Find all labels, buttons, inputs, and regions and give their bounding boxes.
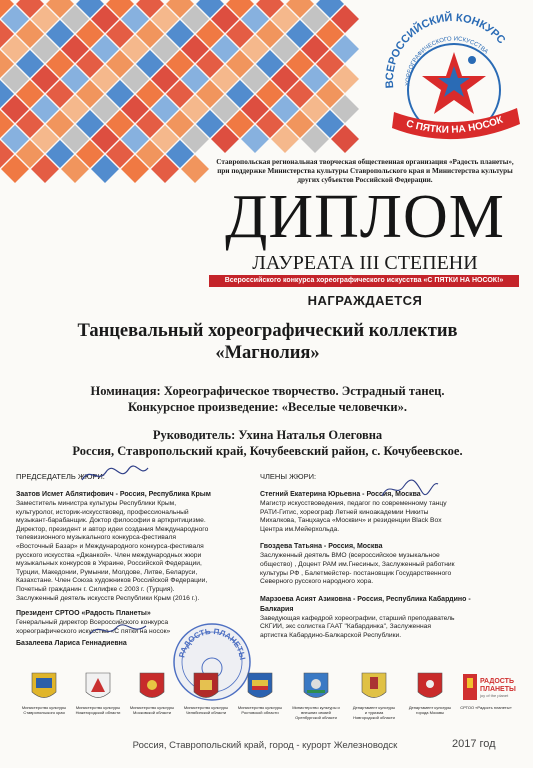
- sponsor-emblems-row: [14, 672, 519, 742]
- nomination-line: Номинация: Хореографическое творчество. Эстрадный танец.: [90, 384, 445, 398]
- logo-ribbon: [392, 108, 520, 139]
- description-line: Северного русского народного хора.: [260, 578, 374, 586]
- emblem-moscow-oblast: Министерство культуры Московской области: [122, 672, 182, 716]
- description-line: Почетный гражданин г. Силифке с 2003 г. (Турция).: [16, 585, 175, 593]
- description-line: Заместитель министра культуры Республики Крым,: [16, 500, 177, 507]
- jury-member: [260, 542, 525, 586]
- description-line: музыкальных конкурсов в Украине, Российской Федерации,: [16, 560, 202, 568]
- organizer-line: других субъектов Российской Федерации.: [297, 176, 433, 185]
- footer-location: Россия, Ставропольский край, город - курорт Железноводск: [132, 740, 398, 751]
- emblem-stavropol: Министерство культуры Ставропольского края: [14, 672, 74, 716]
- leader-name: Руководитель: Ухина Наталья Олеговна: [152, 428, 383, 442]
- jury-member: [260, 595, 525, 641]
- awarded-label: НАГРАЖДАЕТСЯ: [307, 293, 423, 308]
- description-line: хореографического искусства «С пятки на носок»: [16, 627, 171, 635]
- emblem-nizhny: Министерство культуры Нижегородской области: [68, 672, 128, 716]
- description-line: Казахстане. Член Союза художников Российской Федерации,: [16, 577, 208, 585]
- emblem-chelyabinsk: Министерство культуры Челябинской области: [176, 672, 236, 716]
- description-line: Директор, президент и автор идеи создания Международного: [16, 525, 209, 533]
- nomination-block: [20, 383, 515, 415]
- coat-of-arms-nizhny-icon: [85, 672, 111, 704]
- member-signature: [380, 476, 440, 500]
- coat-of-arms-novgorod-icon: [361, 672, 387, 704]
- awardee-name: [20, 320, 515, 364]
- jury-member-name: Марзоева Асият Азиковна - Россия, Республика Кабардино -: [260, 595, 471, 603]
- description-line: телевизионного музыкального конкурса-фестиваля: [16, 534, 177, 542]
- description-line: общество) , Доцент РАМ им.Гнесиных, Заслуженный работник: [260, 560, 455, 568]
- jury-member-description: [260, 552, 525, 586]
- emblem-orenburg: Министерство культуры и внешних связей Оренбургской области: [286, 672, 346, 720]
- president-title: Президент СРТОО «Радость Планеты»: [16, 610, 151, 618]
- description-line: Магистр искусствоведения, педагог по современному танцу: [260, 500, 447, 507]
- jury-member-name-cont: Балкария: [260, 605, 294, 613]
- contest-logo: [372, 0, 533, 150]
- description-line: РАТИ-Гитис, хореограф Летней киноакадемии Никиты: [260, 508, 429, 516]
- svg-text:ПЛАНЕТЫ: ПЛАНЕТЫ: [480, 686, 516, 693]
- description-line: СКГИИ, экс солистка ГААТ "Кабардинка", Заслуженная: [260, 623, 431, 631]
- jury-member-description: [260, 500, 525, 534]
- stamp-text: РАДОСТЬ ПЛАНЕТЫ: [177, 626, 248, 661]
- description-line: русского искусства «Джанкой». Член международных жюри: [16, 551, 202, 559]
- description-line: Михалкова, Танцхауса «Москвич» и резиденции Black Box: [260, 517, 442, 525]
- jury-member-name: Стегний Екатерина Юрьевна - Россия, Москва: [260, 491, 421, 498]
- jury-members-title: ЧЛЕНЫ ЖЮРИ:: [260, 472, 317, 481]
- description-line: музыкант-барабанщик. Доктор философии в арткритицизме.: [16, 517, 206, 525]
- logo-ribbon-text: С ПЯТКИ НА НОСОК: [404, 114, 505, 136]
- leader-block: [20, 427, 515, 459]
- jury-member-description: [260, 615, 525, 641]
- description-line: артистка Кабардино-Балкарской Республики.: [260, 631, 402, 639]
- description-line: культуролог, историк-искусствовед, профессиональный: [16, 508, 189, 516]
- president-name: Базалеева Лариса Геннадиевна: [16, 640, 127, 648]
- coat-of-arms-rostov-icon: [247, 672, 273, 704]
- description-line: Заслуженный деятель ВМО (всероссийское музыкальное: [260, 552, 440, 560]
- organizer-text: [205, 158, 525, 186]
- jury-chairman-title: ПРЕДСЕДАТЕЛЬ ЖЮРИ:: [16, 472, 105, 481]
- emblem-novgorod: Департамент культуры и туризма Новгородской области: [344, 672, 404, 720]
- description-line: Генеральный директор Всероссийского конкурса: [16, 619, 169, 627]
- emblem-moscow: Департамент культуры города Москвы: [400, 672, 460, 716]
- description-line: Заведующая кафедрой хореографии, старший преподаватель: [260, 614, 455, 622]
- description-line: «Восточный Базар» и Международного конкурса-фестиваля: [16, 542, 204, 550]
- coat-of-arms-orenburg-icon: [303, 672, 329, 704]
- description-line: культуры РФ , Балетмейстер- постановщик Государственного: [260, 569, 452, 577]
- contest-name-band: Всероссийского конкурса хореографического искусства «С ПЯТКИ НА НОСОК!»: [209, 275, 519, 287]
- president-signature: [88, 620, 148, 640]
- chairman-signature: [80, 464, 150, 486]
- jury-chairman-name: Заатов Исмет Аблятифович - Россия, Республика Крым: [16, 491, 211, 498]
- diploma-title: ДИПЛОМ: [225, 183, 505, 251]
- jury-chairman-description: [16, 500, 274, 603]
- awardee-line: «Магнолия»: [215, 343, 320, 363]
- svg-text:РАДОСТЬ: РАДОСТЬ: [480, 678, 514, 685]
- coat-of-arms-moscow-icon: [417, 672, 443, 704]
- organizer-line: Ставропольская региональная творческая общественная организация «Радость планеты»,: [216, 158, 514, 166]
- awardee-line: Танцевальный хореографический коллектив: [77, 321, 458, 341]
- leader-location: Россия, Ставропольский край, Кочубеевский район, с. Кочубеевское.: [72, 444, 463, 458]
- emblem-rostov: Министерство культуры Ростовской области: [230, 672, 290, 716]
- footer-year: 2017 год: [452, 738, 496, 750]
- coat-of-arms-stavropol-icon: [31, 672, 57, 704]
- emblem-radost-planety: РАДОСТЬ ПЛАНЕТЫ joy of the planet СРТОО «Радость планеты»: [456, 672, 516, 711]
- jury-member-name: Гвоздева Татьяна - Россия, Москва: [260, 543, 383, 551]
- description-line: Центра им.Мейерхольда.: [260, 525, 340, 533]
- radost-planety-logo-icon: [461, 672, 516, 704]
- description-line: Турции, Македонии, Румынии, Молдове, Литве, Беларуси,: [16, 568, 198, 576]
- description-line: Заслуженный деятель искусств Республики Крым (2016 г.).: [16, 594, 200, 602]
- logo-arc-subtitle: ХОРЕОГРАФИЧЕСКОГО ИСКУССТВА: [405, 36, 489, 87]
- coat-of-arms-moscow-oblast-icon: [139, 672, 165, 704]
- logo-arc-title: ВСЕРОССИЙСКИЙ КОНКУРС: [383, 11, 508, 89]
- svg-text:joy of the planet: joy of the planet: [480, 693, 509, 698]
- performance-line: Конкурсное произведение: «Веселые человечки».: [127, 400, 408, 414]
- coat-of-arms-chelyabinsk-icon: [193, 672, 219, 704]
- laureate-degree: ЛАУРЕАТА III СТЕПЕНИ: [252, 252, 478, 274]
- organizer-line: при поддержке Министерства культуры Ставропольского края и Министерства культуры: [217, 167, 513, 176]
